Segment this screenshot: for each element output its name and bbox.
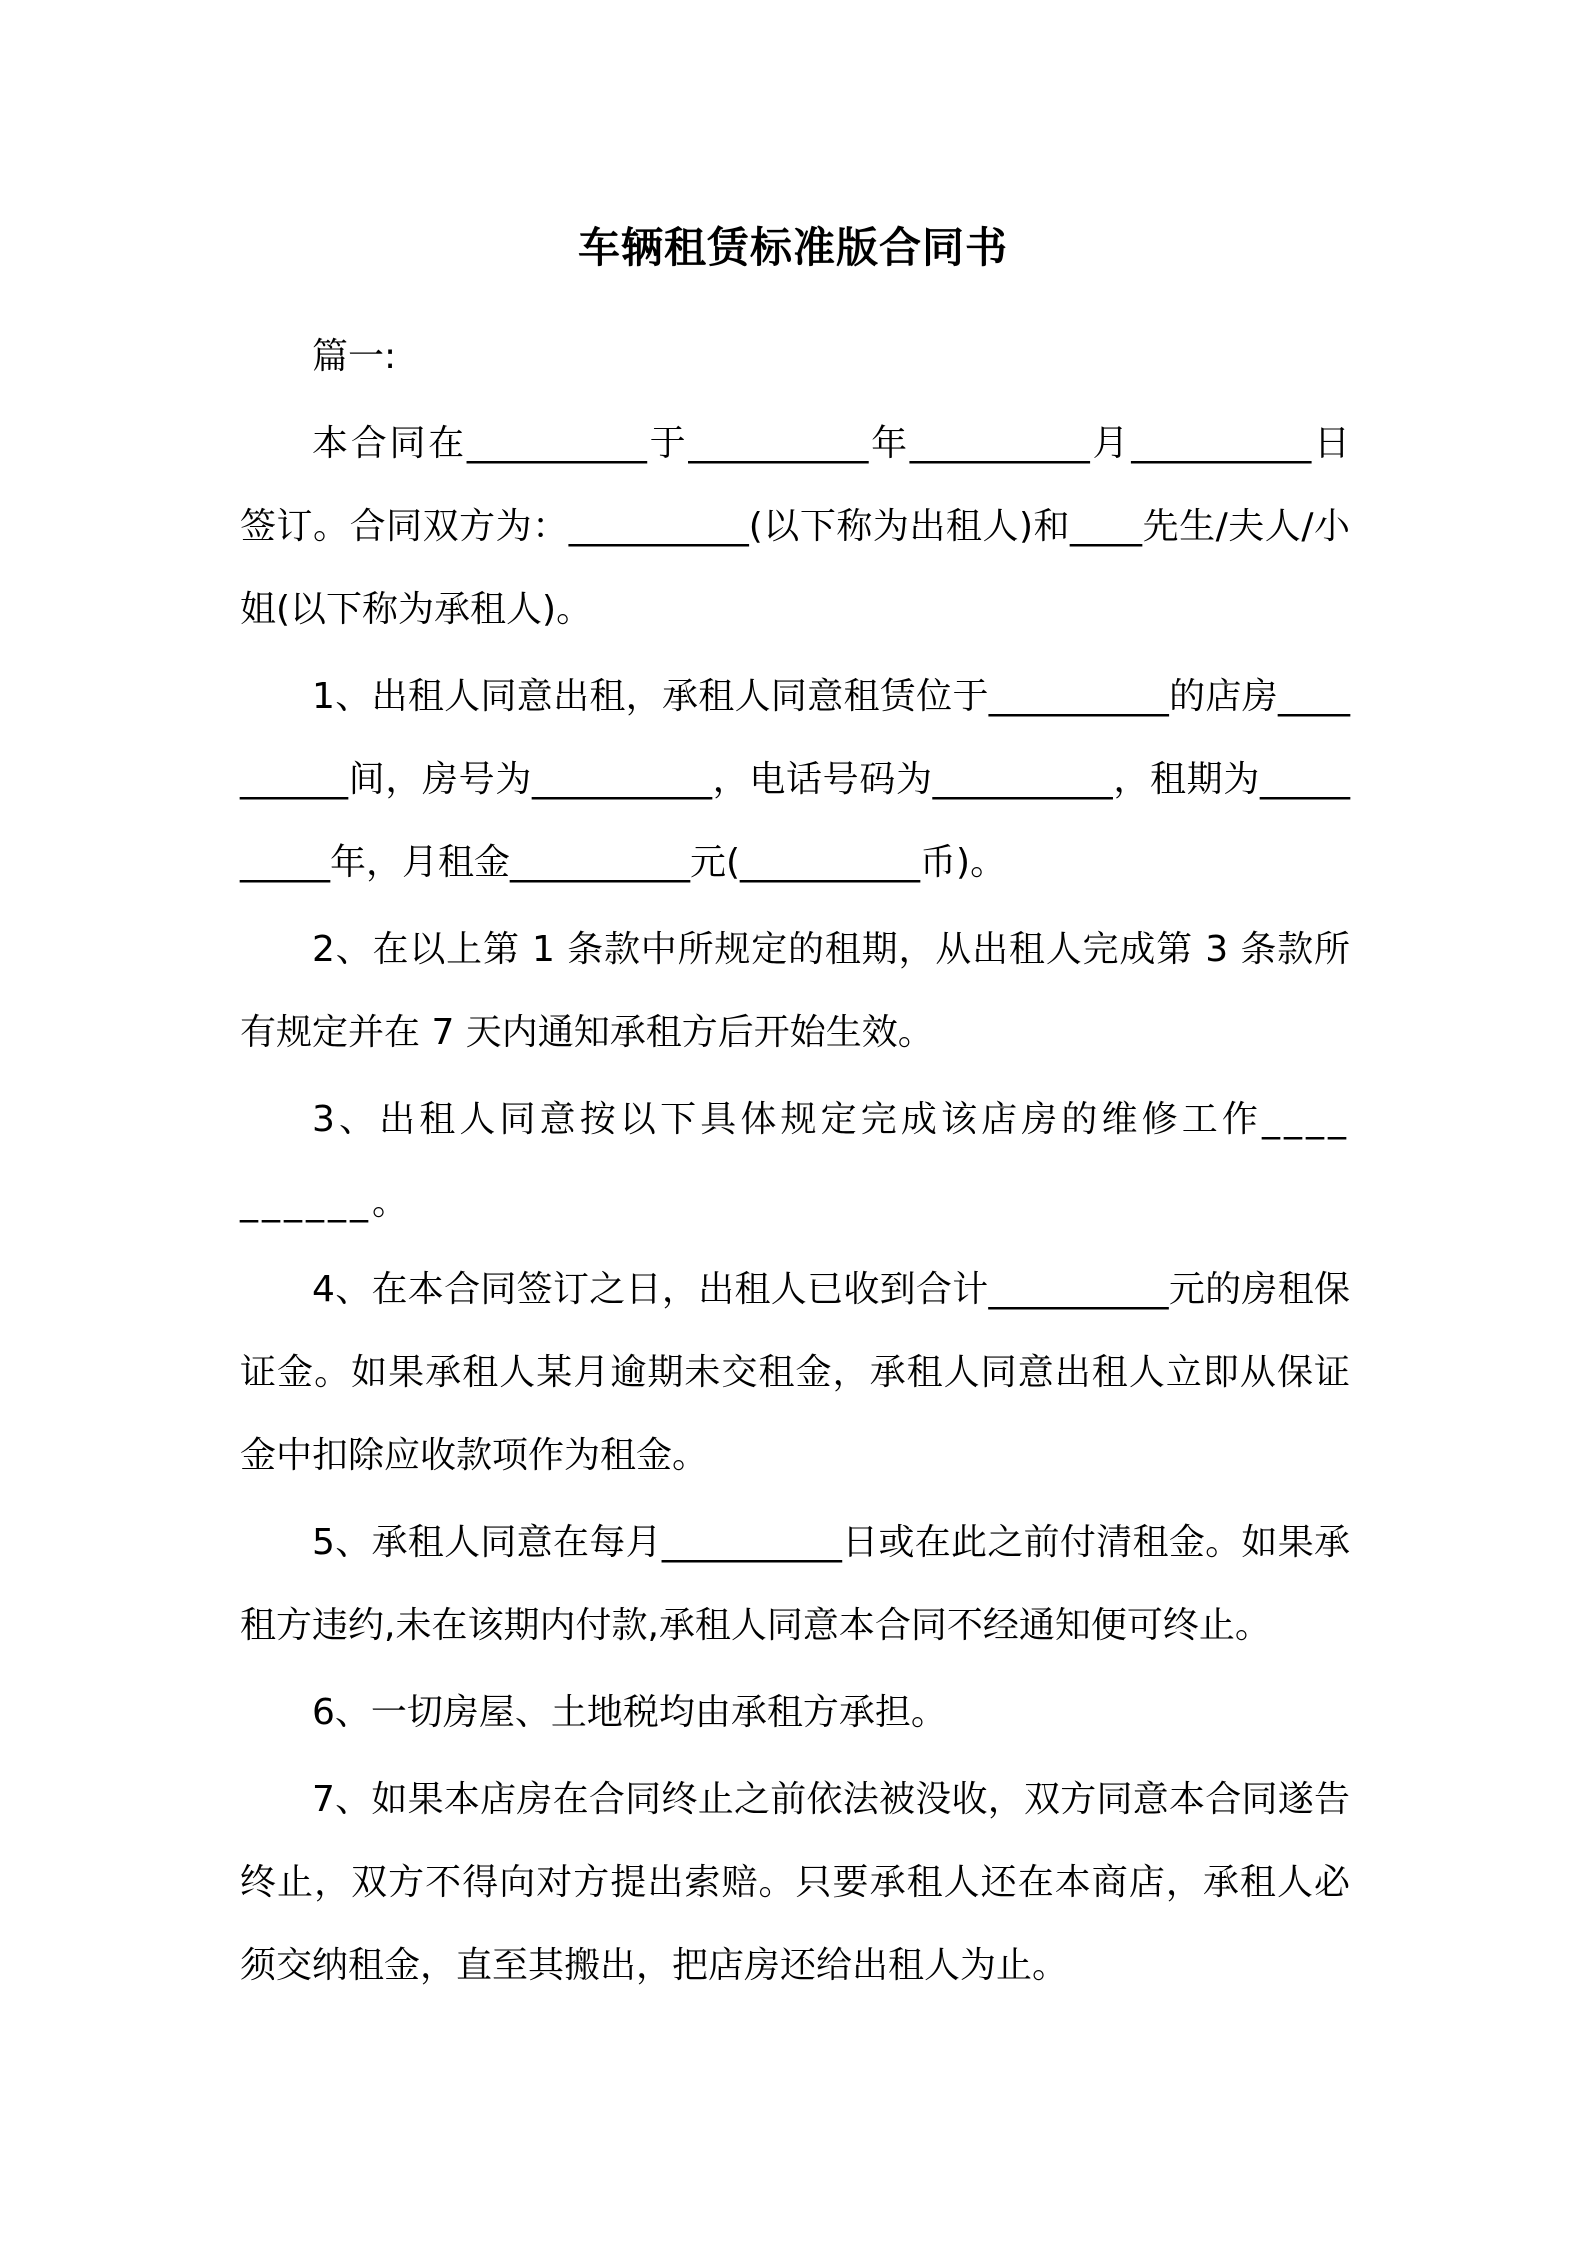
clause-5-paragraph: 5、承租人同意在每月__________日或在此之前付清租金。如果承租方违约,未在该期内付款,承租人同意本合同不经通知便可终止。 (240, 1522, 1350, 1646)
section-heading: 篇一: (312, 336, 397, 377)
clause-2-paragraph: 2、在以上第 1 条款中所规定的租期，从出租人完成第 3 条款所有规定并在 7 天内通知承租方后开始生效。 (240, 929, 1350, 1053)
clause-1-paragraph: 1、出租人同意出租，承租人同意租赁位于__________的店房__________间，房号为__________，电话号码为__________，租期为__________年，月租金__________元(__________币)。 (240, 676, 1350, 883)
document-body (240, 315, 1350, 2011)
contract-intro-paragraph: 本合同在__________于__________年__________月__________日签订。合同双方为：__________(以下称为出租人)和____先生/夫人/小姐(以下称为承租人)。 (240, 423, 1350, 630)
clause-6-paragraph: 6、一切房屋、土地税均由承租方承担。 (312, 1692, 947, 1733)
clause-4-paragraph: 4、在本合同签订之日，出租人已收到合计__________元的房租保证金。如果承租人某月逾期未交租金，承租人同意出租人立即从保证金中扣除应收款项作为租金。 (240, 1269, 1350, 1476)
document-title: 车辆租赁标准版合同书 (577, 223, 1008, 272)
clause-3-paragraph: 3、出租人同意按以下具体规定完成该店房的维修工作__________。 (240, 1099, 1350, 1223)
clause-7-paragraph: 7、如果本店房在合同终止之前依法被没收，双方同意本合同遂告终止，双方不得向对方提出索赔。只要承租人还在本商店，承租人必须交纳租金，直至其搬出，把店房还给出租人为止。 (240, 1779, 1350, 1986)
